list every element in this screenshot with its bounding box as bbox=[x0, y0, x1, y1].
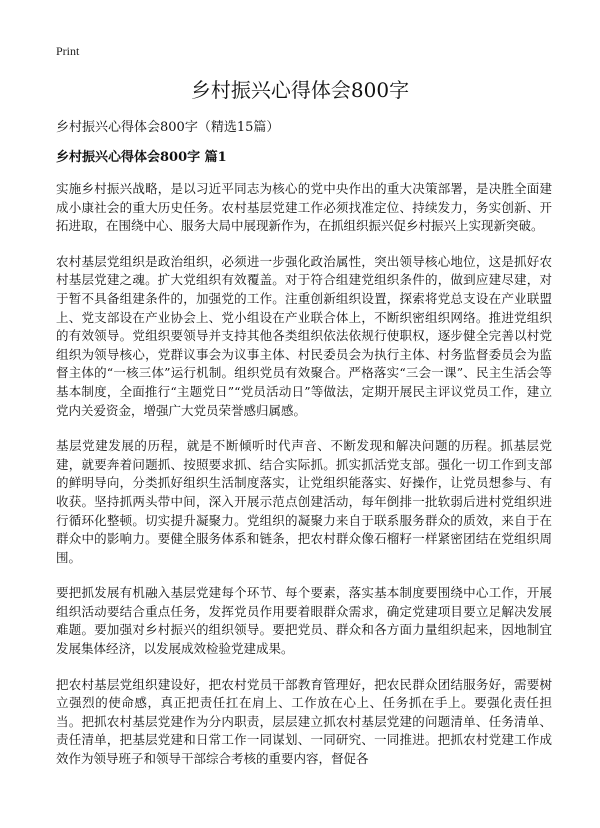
paragraph-4: 要把抓发展有机融入基层党建每个环节、每个要素，落实基本制度要围绕中心工作，开展组织活动要结合重点任务，发挥党员作用要着眼群众需求，确定党建项目要立足解决发展难题。要加强对乡村振兴的组织领导。要把党员、群众和各方面力量组织起来，因地制宜发展集体经济，以发展成效检验党建成果。 bbox=[56, 585, 552, 657]
paragraph-5: 把农村基层党组织建设好，把农村党员干部教育管理好，把农民群众团结服务好，需要树立强烈的使命感，真正把责任扛在肩上、工作放在心上、任务抓在手上。要强化责任担当。把抓农村基层党建作为分内职责，层层建立抓农村基层党建的问题清单、任务清单、责任清单，把基层党建和日常工作一同谋划、一同研究、一同推进。把抓农村党建工作成效作为领导班子和领导干部综合考核的重要内容，督促各 bbox=[56, 676, 552, 767]
article-body bbox=[56, 180, 552, 786]
paragraph-1: 实施乡村振兴战略，是以习近平同志为核心的党中央作出的重大决策部署，是决胜全面建成小康社会的重大历史任务。农村基层党建工作必须找准定位、持续发力，务实创新、开拓进取，在围绕中心、服务大局中展现新作为，在抓组织振兴促乡村振兴上实现新突破。 bbox=[56, 181, 552, 234]
paragraph-3: 基层党建发展的历程，就是不断倾听时代声音、不断发现和解决问题的历程。抓基层党建，就要奔着问题抓、按照要求抓、结合实际抓。抓实抓活党支部。强化一切工作到支部的鲜明导向，分类抓好组织生活制度落实，让党组织能落实、好操作，让党员想参与、有收获。坚持抓两头带中间，深入开展示范点创建活动，每年倒排一批软弱后进村党组织进行循环化整顿。切实提升凝聚力。党组织的凝聚力来自于联系服务群众的质效，来自于在群众中的影响力。要健全服务体系和链条，把农村群众像石榴籽一样紧密团结在党组织周围。 bbox=[56, 438, 552, 565]
page-title: 乡村振兴心得体会800字 bbox=[190, 78, 410, 102]
section-heading: 乡村振兴心得体会800字 篇1 bbox=[56, 150, 227, 165]
document-subtitle: 乡村振兴心得体会800字（精选15篇） bbox=[56, 120, 280, 135]
print-link[interactable]: Print bbox=[56, 44, 80, 58]
paragraph-2: 农村基层党组织是政治组织，必须进一步强化政治属性，突出领导核心地位，这是抓好农村基层党建之魂。扩大党组织有效覆盖。对于符合组建党组织条件的，做到应建尽建，对于暂不具备组建条件的，加强党的工作。注重创新组织设置，探索将党总支设在产业联盟上、党支部设在产业协会上、党小组设在产业联合体上，不断织密组织网络。推进党组织的有效领导。党组织要领导并支持其他各类组织依法依规行使职权，逐步健全完善以村党组织为领导核心，党群议事会为议事主体、村民委员会为执行主体、村务监督委员会为监督主体的“一核三体”运行机制。组织党员有效聚合。严格落实“三会一课”、民主生活会等基本制度，全面推行“主题党日”“党员活动日”等做法，定期开展民主评议党员工作，建立党内关爱资金，增强广大党员荣誉感归属感。 bbox=[56, 253, 552, 418]
